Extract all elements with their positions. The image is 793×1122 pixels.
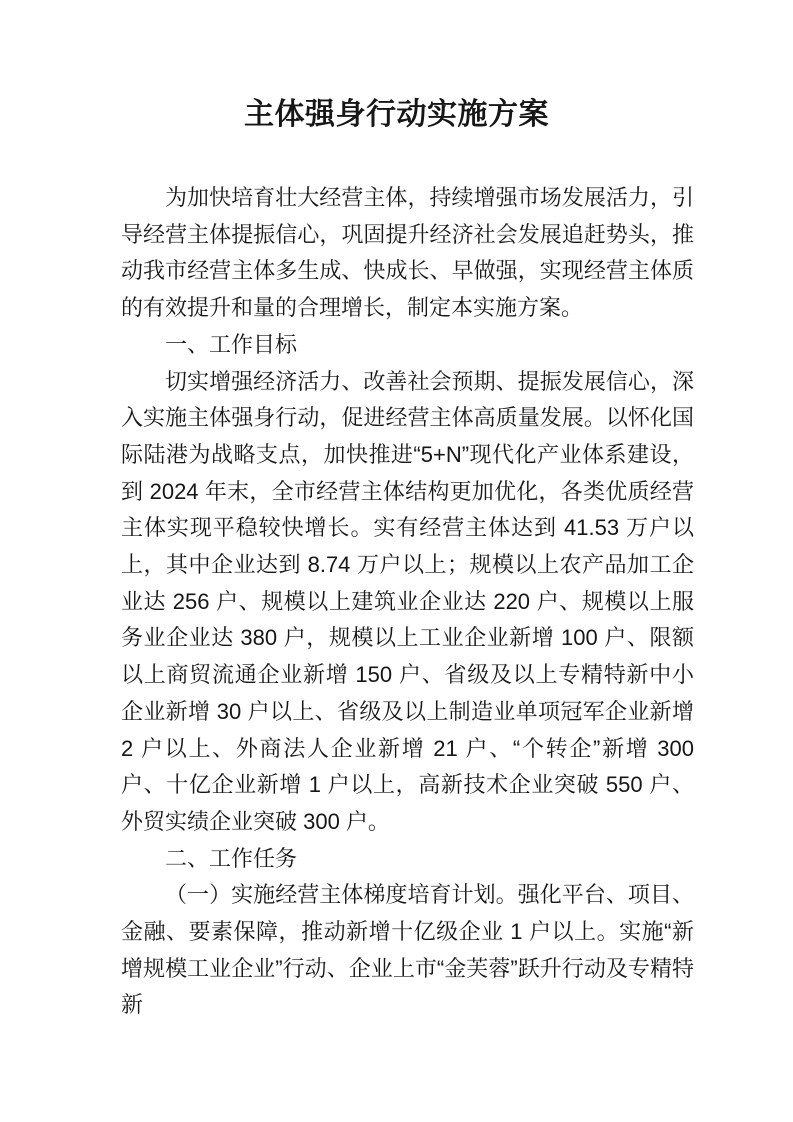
document-title: 主体强身行动实施方案	[244, 98, 549, 131]
section-heading-work-goals: 一、工作目标	[165, 331, 298, 357]
paragraph-intro: 为加快培育壮大经营主体，持续增强市场发展活力，引导经营主体提振信心，巩固提升经济社会发展追赶势头，推动我市经营主体多生成、快成长、早做强，实现经营主体质的有效提升和量的合理增长，制定本实施方案。	[121, 185, 694, 321]
paragraph-task-1-partial: （一）实施经营主体梯度培育计划。强化平台、项目、金融、要素保障，推动新增十亿级企业 1 户以上。实施“新增规模工业企业”行动、企业上市“金芙蓉”跃升行动及专精特新	[121, 882, 694, 1018]
document-body	[121, 180, 694, 1024]
paragraph-work-goals: 切实增强经济活力、改善社会预期、提振发展信心，深入实施主体强身行动，促进经营主体高质量发展。以怀化国际陆港为战略支点，加快推进“5+N”现代化产业体系建设，到 2024 年末，全市经营主体结构更加优化，各类优质经营主体实现平稳较快增长。实有经营主体达到 41.53 万户以上，其中企业达到 8.74 万户以上；规模以上农产品加工企业达 256 户、规模以上建筑业企业达 220 户、规模以上服务业企业达 380 户，规模以上工业企业新增 100 户、限额以上商贸流通企业新增 150 户、省级及以上专精特新中小企业新增 30 户以上、省级及以上制造业单项冠军企业新增 2 户以上、外商法人企业新增 21 户、“个转企”新增 300 户、十亿企业新增 1 户以上，高新技术企业突破 550 户、外贸实绩企业突破 300 户。	[121, 368, 694, 834]
section-heading-work-tasks: 二、工作任务	[165, 845, 298, 871]
